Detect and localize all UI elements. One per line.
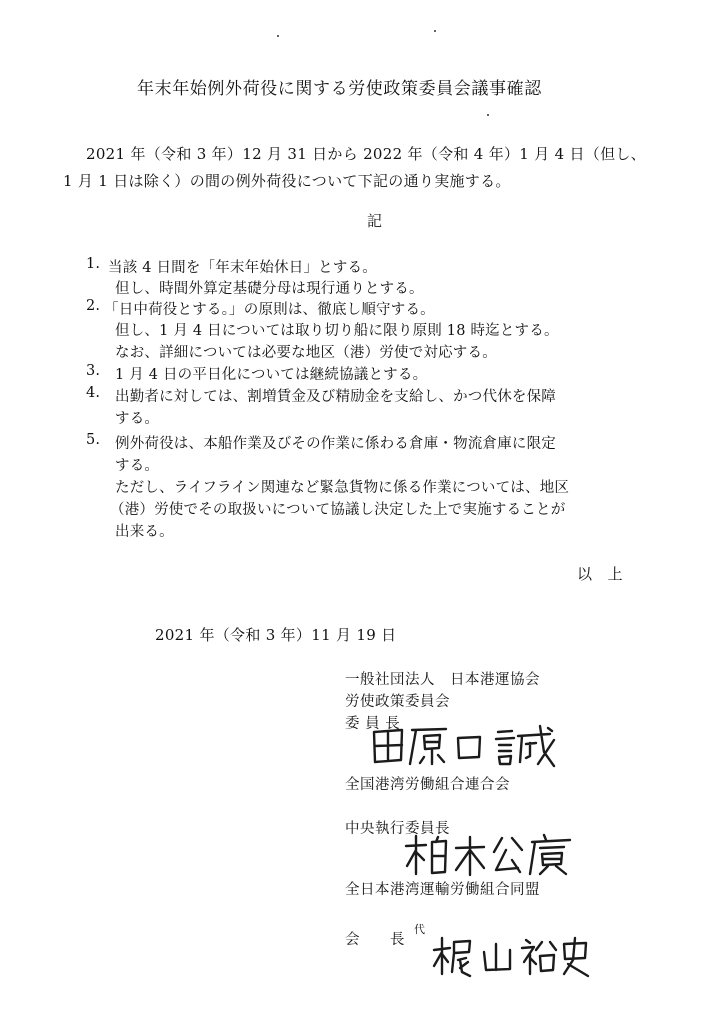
item-4-line-1: 出勤者に対しては、割増賃金及び精励金を支給し、かつ代休を保障	[115, 389, 556, 405]
signatory-3-org: 全日本港湾運輸労働組合同盟	[345, 882, 540, 898]
item-4-line-2: する。	[115, 411, 160, 427]
item-5-line-1: 例外荷役は、本船作業及びその作業に係わる倉庫・物流倉庫に限定	[115, 436, 556, 452]
document-title: 年末年始例外荷役に関する労使政策委員会議事確認	[137, 79, 542, 99]
item-3-number: 3.	[86, 363, 101, 379]
signatory-2-org: 全国港湾労働組合連合会	[345, 777, 510, 793]
item-2-number: 2.	[86, 298, 101, 314]
item-5-line-3: ただし、ライフライン関連など緊急貨物に係る作業については、地区	[115, 480, 570, 496]
item-1-line-2: 但し、時間外算定基礎分母は現行通りとする。	[115, 281, 424, 297]
signatory-1-role: 委 員 長	[345, 716, 401, 732]
item-2-line-2: 但し、1 月 4 日については取り切り船に限り原則 18 時迄とする。	[115, 323, 559, 339]
item-4-number: 4.	[86, 385, 101, 401]
item-2-line-1: 「日中荷役とする。」の原則は、徹底し順守する。	[104, 302, 435, 318]
signatory-1-committee: 労使政策委員会	[345, 694, 450, 710]
item-5-number: 5.	[86, 432, 101, 448]
item-3-line-1: 1 月 4 日の平日化については継続協議とする。	[115, 367, 428, 383]
scan-speck	[277, 35, 279, 37]
item-5-line-4: （港）労使でその取扱いについて協議し決定した上で実施することが	[110, 502, 566, 518]
ki-marker: 記	[367, 212, 383, 230]
item-1-line-1: 当該 4 日間を「年末年始休日」とする。	[108, 260, 377, 276]
signature-2-handwritten	[404, 832, 574, 878]
intro-line-2: 1 月 1 日は除く）の間の例外荷役について下記の通り実施する。	[63, 172, 511, 190]
document-date: 2021 年（令和 3 年）11 月 19 日	[155, 626, 397, 644]
signature-3-handwritten	[432, 934, 592, 978]
signatory-3-proxy-mark: 代	[414, 923, 425, 936]
signatory-2-role: 中央執行委員長	[345, 821, 450, 837]
item-1-number: 1.	[86, 256, 101, 272]
signatory-1-org: 一般社団法人 日本港運協会	[345, 672, 540, 688]
scan-speck	[487, 114, 489, 116]
intro-line-1: 2021 年（令和 3 年）12 月 31 日から 2022 年（令和 4 年）1 月 4 日（但し、	[86, 145, 646, 163]
scan-speck	[434, 30, 436, 32]
signature-1-handwritten	[368, 722, 568, 772]
item-2-line-3: なお、詳細については必要な地区（港）労使で対応する。	[115, 345, 497, 361]
item-5-line-2: する。	[115, 458, 160, 474]
signatory-3-role: 会 長	[345, 932, 405, 948]
closing-mark: 以 上	[577, 565, 623, 583]
item-5-line-5: 出来る。	[115, 524, 174, 540]
